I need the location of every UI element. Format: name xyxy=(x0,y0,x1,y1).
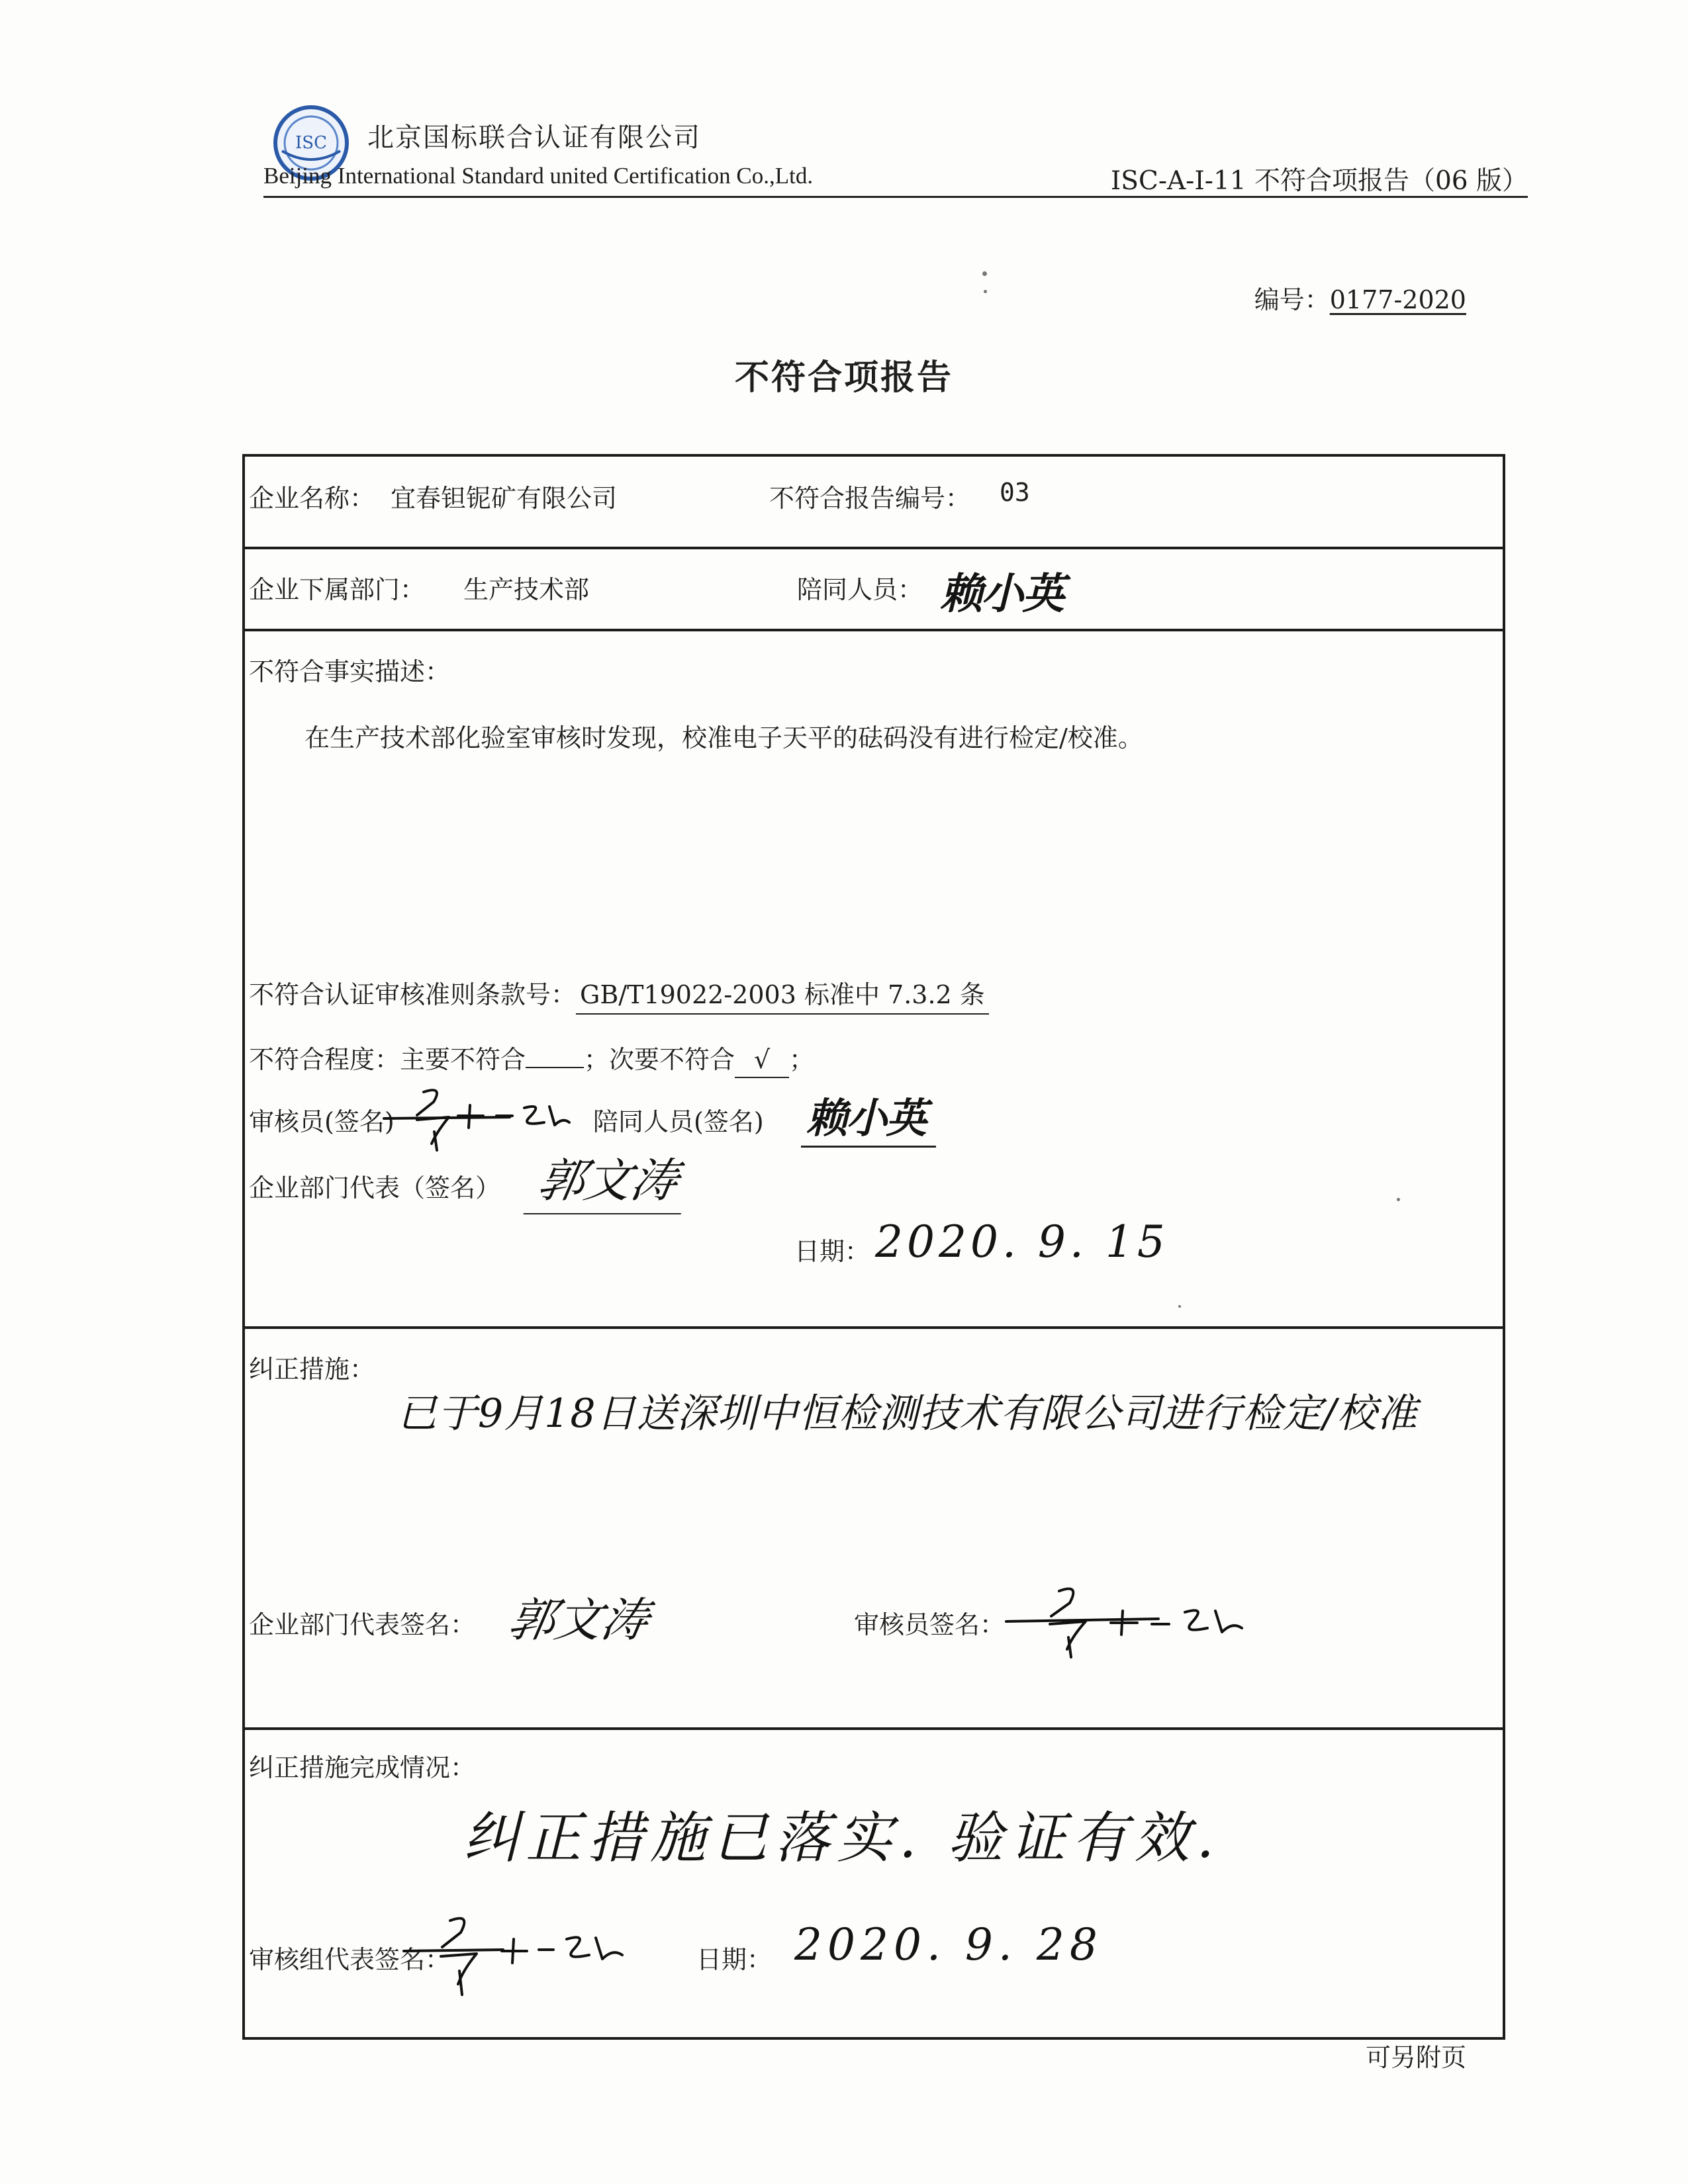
escort-label: 陪同人员： xyxy=(797,575,923,604)
completion-date-label: 日期： xyxy=(696,1945,773,1974)
row-divider xyxy=(242,547,1505,549)
clause-value: GB/T19022-2003 标准中 7.3.2 条 xyxy=(576,974,989,1015)
corrective-text: 已于9月18日送深圳中恒检测技术有限公司进行检定/校准 xyxy=(397,1390,1418,1437)
team-rep-label: 审核组代表签名： xyxy=(249,1945,451,1974)
severity-label: 不符合程度： xyxy=(249,1045,400,1074)
document-title: 不符合项报告 xyxy=(734,357,953,398)
svg-text:ISC: ISC xyxy=(295,133,327,153)
severity-end: ； xyxy=(789,1045,815,1074)
severity-line xyxy=(249,1039,814,1078)
corrective-dept-rep-value: 郭文涛 xyxy=(504,1593,653,1647)
company-label: 企业名称： xyxy=(249,484,375,513)
clause-label: 不符合认证审核准则条款号： xyxy=(249,980,577,1009)
corrective-dept-rep-label: 企业部门代表签名： xyxy=(249,1610,476,1639)
row-divider xyxy=(242,1326,1505,1329)
finding-date-label: 日期： xyxy=(794,1237,870,1266)
scan-speck xyxy=(982,271,987,276)
finding-text: 在生产技术部化验室审核时发现，校准电子天平的砝码没有进行检定/校准。 xyxy=(305,723,1143,752)
department-label: 企业下属部门： xyxy=(249,575,426,604)
report-no-label: 不符合报告编号： xyxy=(769,484,971,513)
auditor-sign-label: 审核员(签名) xyxy=(249,1107,395,1136)
report-no-value: 03 xyxy=(1000,478,1030,507)
minor-mark: √ xyxy=(735,1045,789,1078)
scan-speck xyxy=(984,290,987,293)
header-divider xyxy=(263,196,1528,198)
serial-value: 0177-2020 xyxy=(1329,285,1466,314)
row-divider xyxy=(242,1727,1505,1730)
escort-sign-label: 陪同人员(签名) xyxy=(593,1107,764,1136)
corrective-auditor-signature xyxy=(993,1575,1271,1668)
footer-note: 可另附页 xyxy=(1365,2043,1466,2072)
completion-text: 纠正措施已落实. 验证有效. xyxy=(463,1805,1221,1870)
clause-line xyxy=(249,974,989,1015)
company-name-en: Beijing International Standard united Certification Co.,Ltd. xyxy=(263,163,814,189)
completion-date-value: 2020. 9. 28 xyxy=(794,1919,1103,1970)
finding-label: 不符合事实描述： xyxy=(249,657,451,686)
company-value: 宜春钽铌矿有限公司 xyxy=(391,484,618,513)
serial-label: 编号： xyxy=(1254,285,1330,314)
major-label: 主要不符合 xyxy=(400,1045,526,1074)
department-value: 生产技术部 xyxy=(463,575,590,604)
minor-label: ；次要不符合 xyxy=(584,1045,735,1074)
serial-number xyxy=(1254,279,1466,316)
major-blank xyxy=(526,1067,584,1068)
escort-sign-value: 赖小英 xyxy=(801,1085,936,1148)
finding-date-value: 2020. 9. 15 xyxy=(875,1216,1169,1267)
dept-rep-sign-value: 郭文涛 xyxy=(524,1144,694,1214)
company-name-cn: 北京国标联合认证有限公司 xyxy=(367,122,701,153)
corrective-auditor-label: 审核员签名： xyxy=(854,1610,1006,1639)
dept-rep-sign-label: 企业部门代表（签名） xyxy=(249,1173,501,1203)
escort-signature: 赖小英 xyxy=(940,569,1063,619)
corrective-label: 纠正措施： xyxy=(249,1355,375,1384)
form-code: ISC-A-I-11 不符合项报告（06 版） xyxy=(1110,166,1528,196)
team-rep-signature xyxy=(397,1906,649,2005)
row-divider xyxy=(242,629,1505,631)
completion-label: 纠正措施完成情况： xyxy=(249,1753,476,1782)
